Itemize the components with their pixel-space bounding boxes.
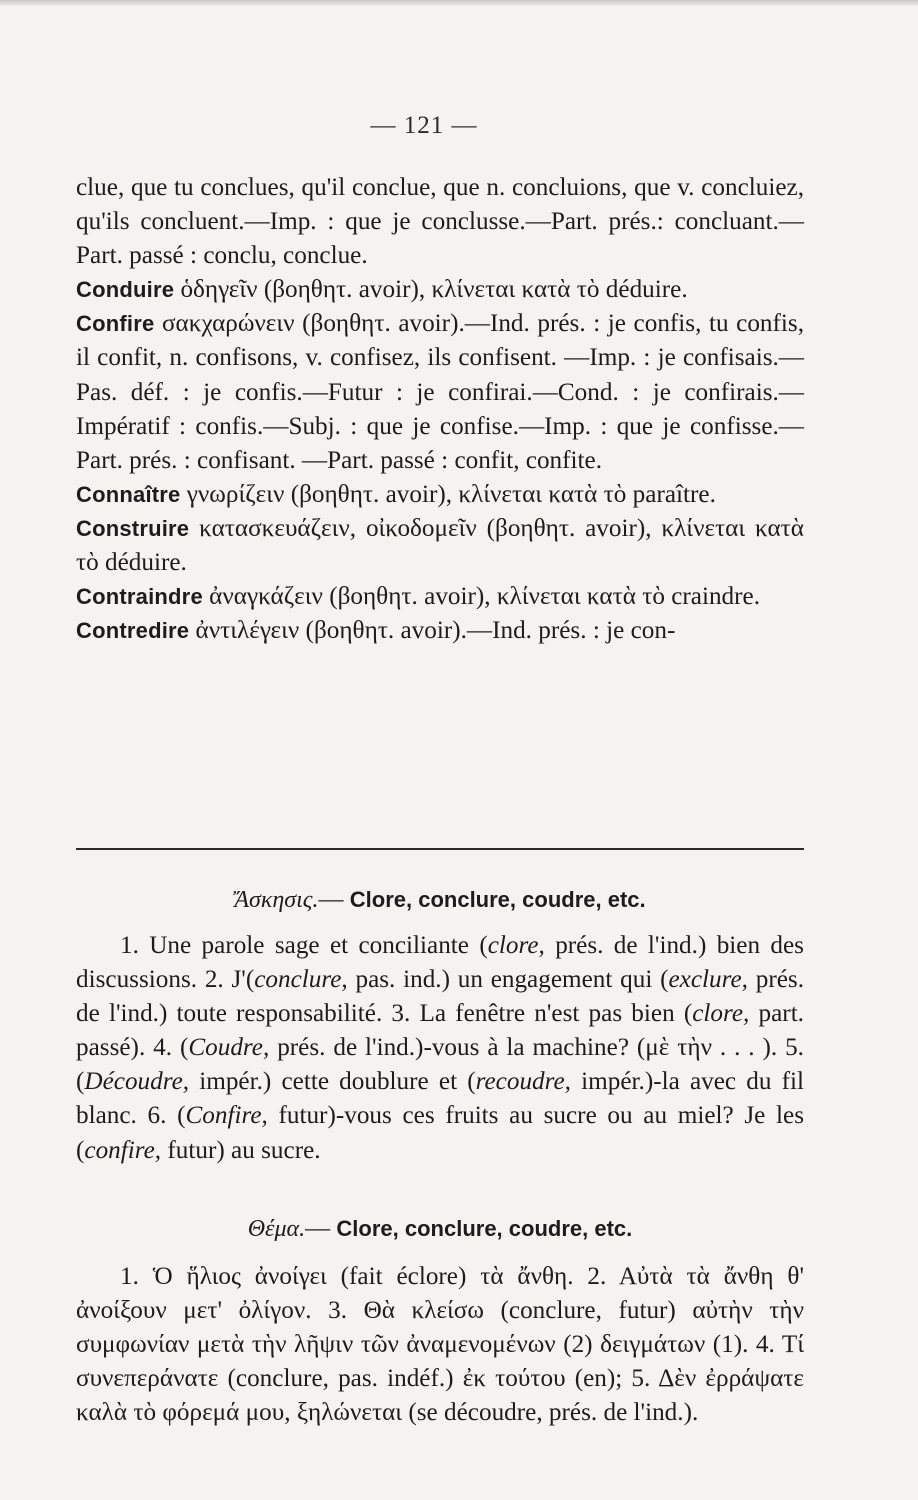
entry-confire: [76, 307, 804, 477]
exercise-italic-verb: exclure,: [668, 966, 748, 994]
section-divider: [76, 848, 804, 850]
exercise-paragraph: [76, 929, 804, 1168]
entry-text: ἀντιλέγειν (βοηθητ. avoir).—Ind. prés. : je con-: [189, 617, 676, 645]
entry-headword: Construire: [76, 515, 190, 541]
exercise-segment: 1. Une parole sage et conciliante (: [120, 932, 488, 959]
entry-text: κατασκευάζειν, οἰκοδομεῖν (βοηθητ. avoir), κλίνεται κατὰ τὸ déduire.: [76, 514, 804, 577]
exercise-italic-verb: recoudre,: [475, 1068, 571, 1096]
exercise-italic-verb: clore,: [487, 932, 545, 959]
entry-text: γνωρίζειν (βοηθητ. avoir), κλίνεται κατὰ τὸ paraître.: [180, 480, 716, 508]
entry-contraindre: [76, 580, 804, 614]
exercise-segment: impér.) cette doublure et (: [189, 1068, 476, 1096]
continuation-paragraph: clue, que tu conclues, qu'il conclue, que n. concluions, que v. concluiez, qu'ils concluent.—Imp. : que je conclusse.—Part. prés.: concluant.—Part. passé : conclu, conclue.: [76, 174, 804, 270]
entry-text: ὁδηγεῖν (βοηθητ. avoir), κλίνεται κατὰ τὸ déduire.: [174, 276, 688, 304]
entry-contredire: [76, 614, 804, 648]
entry-headword: Conduire: [76, 277, 175, 303]
entry-conduire: [76, 273, 804, 307]
entry-construire: [76, 512, 804, 580]
exercise-italic-verb: clore,: [692, 1000, 750, 1028]
exercise-italic-verb: Découdre,: [84, 1068, 190, 1096]
conjugation-block: [76, 171, 804, 648]
exercise-segment: part. passé). 4. (: [76, 1000, 804, 1062]
exercise-segment: prés. de l'ind.) toute responsabilité. 3. La fenêtre n'est pas bien (: [76, 966, 804, 1028]
exercise-heading-greek: Ἄσκησις.: [234, 887, 319, 913]
page-top-edge: [0, 0, 918, 6]
exercise-italic-verb: confire,: [84, 1136, 162, 1164]
entry-headword: Connaître: [76, 481, 181, 507]
exercise-heading-title: Clore, conclure, coudre, etc.: [349, 887, 646, 912]
entry-headword: Confire: [76, 311, 155, 337]
exercise-heading: [76, 883, 804, 917]
theme-heading-dash: —: [305, 1215, 337, 1242]
theme-heading-greek: Θέμα.: [247, 1216, 306, 1242]
entry-headword: Contraindre: [76, 584, 203, 610]
entry-headword: Contredire: [76, 618, 190, 644]
exercise-heading-dash: —: [318, 886, 350, 913]
theme-heading: [76, 1212, 804, 1246]
exercise-segment: prés. de l'ind.)-vous à la machine? (μὲ τὴν . . . ). 5. (: [76, 1034, 804, 1096]
exercise-segment: futur)-vous ces fruits au sucre ou au miel? Je les (: [76, 1102, 804, 1164]
exercise-segment: futur) au sucre.: [161, 1136, 321, 1164]
entry-text: σακχαρώνειν (βοηθητ. avoir).—Ind. prés. : je confis, tu confis, il confit, n. confisons, v. confisez, ils confisent. —Imp. : je confisais.—Pas. déf. : je confis.—Futur : je confirai.—Cond. : je confirais.—Impératif : confis.—Subj. : que je confise.—Imp. : que je confisse.—Part. prés. : confisant. —Part. passé : confit, confite.: [76, 310, 804, 474]
exercise-segment: prés. de l'ind.) bien des discussions. 2. J'(: [76, 932, 804, 994]
entry-connaitre: [76, 478, 804, 512]
exercise-italic-verb: Coudre,: [188, 1034, 270, 1062]
theme-text: 1. Ὁ ἥλιος ἀνοίγει (fait éclore) τὰ ἄνθη. 2. Αὐτὰ τὰ ἄνθη θ' ἀνοίξουν μετ' ὀλίγον. 3. Θὰ κλείσω (conclure, futur) αὐτὴν τὴν συμφωνίαν μετὰ τὴν λῆψιν τῶν ἀναμενομένων (2) δειγμάτων (1). 4. Τί συνεπεράνατε (conclure, pas. indéf.) ἐκ τούτου (en); 5. Δὲν ἐρράψατε καλὰ τὸ φόρεμά μου, ξηλώνεται (se découdre, prés. de l'ind.).: [76, 1263, 804, 1427]
theme-heading-title: Clore, conclure, coudre, etc.: [336, 1216, 633, 1241]
exercise-text: [76, 929, 804, 1168]
exercise-segment: impér.)-la avec du fil blanc. 6. (: [76, 1068, 804, 1130]
entry-text: ἀναγκάζειν (βοηθητ. avoir), κλίνεται κατὰ τὸ craindre.: [202, 583, 761, 611]
page-number: — 121 —: [370, 112, 478, 139]
exercise-italic-verb: conclure,: [254, 966, 348, 994]
exercise-italic-verb: Confire,: [185, 1102, 268, 1130]
exercise-segment: pas. ind.) un engagement qui (: [347, 966, 669, 994]
theme-paragraph: [76, 1260, 804, 1430]
